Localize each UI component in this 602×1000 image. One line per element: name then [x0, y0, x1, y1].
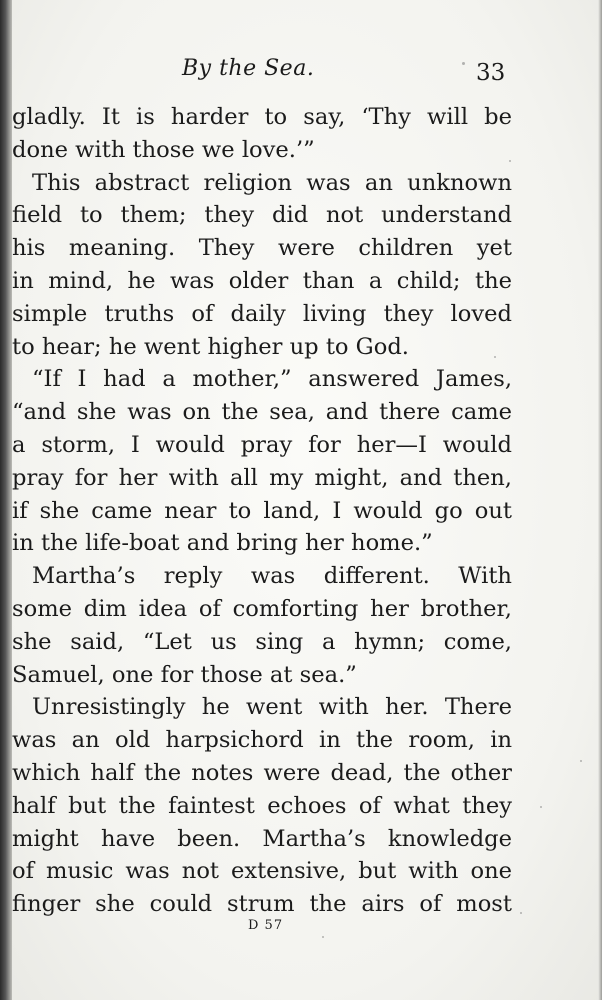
- text-line: his meaning. They were children yet: [12, 235, 512, 262]
- text-line: finger she could strum the airs of most: [12, 891, 512, 918]
- text-line: done with those we love.’”: [12, 136, 315, 163]
- text-line: to hear; he went higher up to God.: [12, 333, 409, 360]
- text-line: a storm, I would pray for her—I would: [12, 431, 512, 458]
- text-line: pray for her with all my might, and then,: [12, 464, 512, 491]
- body-text: [12, 101, 512, 921]
- page-number: 33: [476, 60, 506, 86]
- text-line: in mind, he was older than a child; the: [12, 267, 512, 294]
- text-line: might have been. Martha’s knowledge: [12, 825, 512, 852]
- page-right-edge: [598, 0, 602, 1000]
- text-line: of music was not extensive, but with one: [12, 858, 512, 885]
- text-line: Unresistingly he went with her. There: [32, 694, 512, 721]
- text-line: in the life-boat and bring her home.”: [12, 530, 433, 557]
- text-line: if she came near to land, I would go out: [12, 497, 512, 524]
- paper-speck: [580, 760, 582, 762]
- text-line: field to them; they did not understand: [12, 202, 512, 229]
- text-line: simple truths of daily living they loved: [12, 300, 512, 327]
- text-line: gladly. It is harder to say, ‘Thy will be: [12, 104, 512, 130]
- paper-speck: [540, 806, 542, 808]
- text-line: “and she was on the sea, and there came: [12, 399, 512, 426]
- paper-speck: [509, 160, 511, 162]
- text-line: Martha’s reply was different. With: [32, 563, 512, 590]
- text-line: was an old harpsichord in the room, in: [12, 727, 512, 754]
- paper-speck: [494, 356, 496, 358]
- text-line: This abstract religion was an unknown: [32, 169, 512, 196]
- text-line: half but the faintest echoes of what they: [12, 792, 512, 819]
- running-header-title: By the Sea.: [182, 56, 315, 81]
- text-line: some dim idea of comforting her brother,: [12, 595, 512, 622]
- text-line: Samuel, one for those at sea.”: [12, 661, 357, 688]
- paper-speck: [322, 936, 324, 938]
- printer-signature-mark: D 57: [248, 918, 284, 933]
- text-line: “If I had a mother,” answered James,: [32, 366, 512, 393]
- text-line: she said, “Let us sing a hymn; come,: [12, 628, 512, 655]
- paper-speck: [462, 62, 465, 65]
- page-binding-edge: [0, 0, 12, 1000]
- text-line: which half the notes were dead, the other: [12, 759, 512, 786]
- paper-speck: [520, 912, 522, 914]
